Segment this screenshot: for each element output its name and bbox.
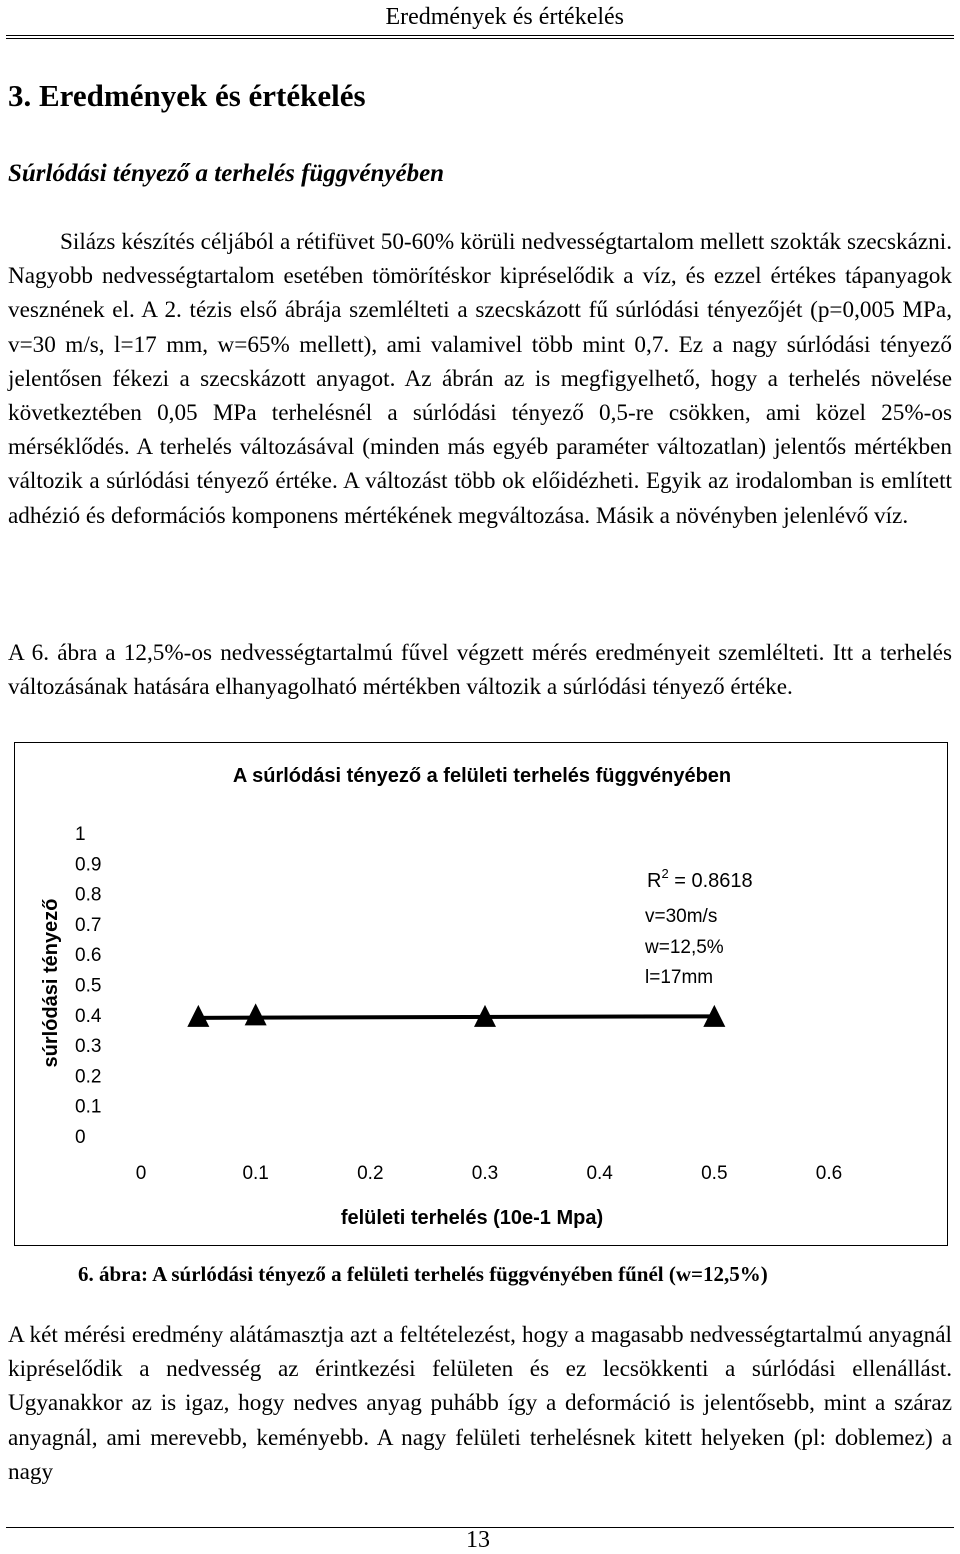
y-tick-label: 0.9 xyxy=(75,854,102,876)
x-tick-label: 0.1 xyxy=(242,1163,269,1184)
section-title: 3. Eredmények és értékelés xyxy=(8,78,366,113)
running-header: Eredmények és értékelés xyxy=(385,4,624,30)
page-number: 13 xyxy=(466,1527,490,1553)
annotation-speed: v=30m/s xyxy=(645,906,718,927)
figure-caption: 6. ábra: A súrlódási tényező a felületi terhelés függvényében fűnél (w=12,5%) xyxy=(78,1262,768,1286)
header-rule xyxy=(6,35,954,36)
y-tick-label: 0.4 xyxy=(75,1005,102,1027)
y-tick-label: 0.2 xyxy=(75,1066,102,1088)
x-tick-label: 0.5 xyxy=(701,1163,728,1184)
y-tick-label: 0.6 xyxy=(75,945,102,967)
y-tick-label: 0.1 xyxy=(75,1096,102,1118)
paragraph-3: A két mérési eredmény alátámasztja azt a feltételezést, hogy a magasabb nedvességtartalmú anyagnál kipréselődik a nedvesség az érintkezési felületen és ez lecsökkenti a súrlódási ellenállást. Ugyanakkor az is igaz, hogy nedves anyag puhább így a deformáció is jelentősebb, mint a száraz anyagnál, ami merevebb, keményebb. A nagy felületi terhelésnek kitett helyeken (pl: doblemez) a nagy xyxy=(8,1322,952,1485)
paragraph-2: A 6. ábra a 12,5%-os nedvességtartalmú fűvel végzett mérés eredményeit szemlélteti. Itt a terhelés változásának hatására elhanyagolható mértékben változik a súrlódási tényező értéke. xyxy=(8,640,952,701)
y-tick-label: 0.5 xyxy=(75,975,102,997)
r-squared-superscript: 2 xyxy=(661,866,669,881)
friction-chart xyxy=(15,743,949,1247)
chart-title: A súrlódási tényező a felületi terhelés függvényében xyxy=(232,765,732,787)
x-tick-label: 0 xyxy=(135,1163,147,1184)
x-tick-label: 0.3 xyxy=(471,1163,499,1184)
r-squared-value: = 0.8618 xyxy=(668,870,753,892)
y-tick-label: 1 xyxy=(75,824,86,845)
x-tick-label: 0.2 xyxy=(357,1163,384,1184)
y-tick-label: 0.7 xyxy=(75,914,102,936)
y-axis-label: súrlódási tényező xyxy=(40,898,62,1068)
chart-frame xyxy=(14,742,948,1246)
data-point-marker xyxy=(245,1003,267,1025)
r-squared-label xyxy=(647,866,753,892)
r-squared-prefix: R xyxy=(647,870,662,892)
x-axis-label: felületi terhelés (10e-1 Mpa) xyxy=(340,1207,604,1229)
trend-line xyxy=(198,1016,714,1018)
paragraph-1: Silázs készítés céljából a rétifüvet 50-60% körüli nedvességtartalom mellett szokták szecskázni. Nagyobb nedvességtartalom esetében tömörítéskor kipréselődik a víz, és ezzel értékes tápanyagok vesznének el. A 2. tézis első ábrája szemlélteti a szecskázott fű súrlódási tényezőjét (p=0,005 MPa, v=30 m/s, l=17 mm, w=65% mellett), ami valamivel több mint 0,7. Ez a nagy súrlódási tényező jelentősen fékezi a szecskázott anyagot. Az ábrán az is megfigyelhető, hogy a terhelés növelése következtében 0,05 MPa terhelésnél a súrlódási tényező 0,5-re csökken, ami közel 25%-os mérséklődés. A terhelés változásával (minden más egyéb paraméter változatlan) jelentős mértékben változik a súrlódási tényező értéke. A változást több ok előidézheti. Egyik az irodalomban is említett adhézió és deformációs komponens mértékének megváltozása. Másik a növényben jelenlévő víz. xyxy=(8,229,952,529)
x-tick-label: 0.4 xyxy=(586,1163,613,1184)
y-tick-label: 0 xyxy=(75,1127,86,1148)
header-rule-double xyxy=(6,38,954,39)
annotation-moisture: w=12,5% xyxy=(645,937,724,958)
section-subtitle: Súrlódási tényező a terhelés függvényében xyxy=(8,160,445,187)
annotation-length: l=17mm xyxy=(645,967,714,988)
x-tick-label: 0.6 xyxy=(815,1163,843,1184)
y-tick-labels xyxy=(75,824,102,1148)
x-tick-labels xyxy=(136,1163,843,1184)
y-tick-label: 0.8 xyxy=(75,884,102,906)
y-tick-label: 0.3 xyxy=(75,1036,102,1058)
